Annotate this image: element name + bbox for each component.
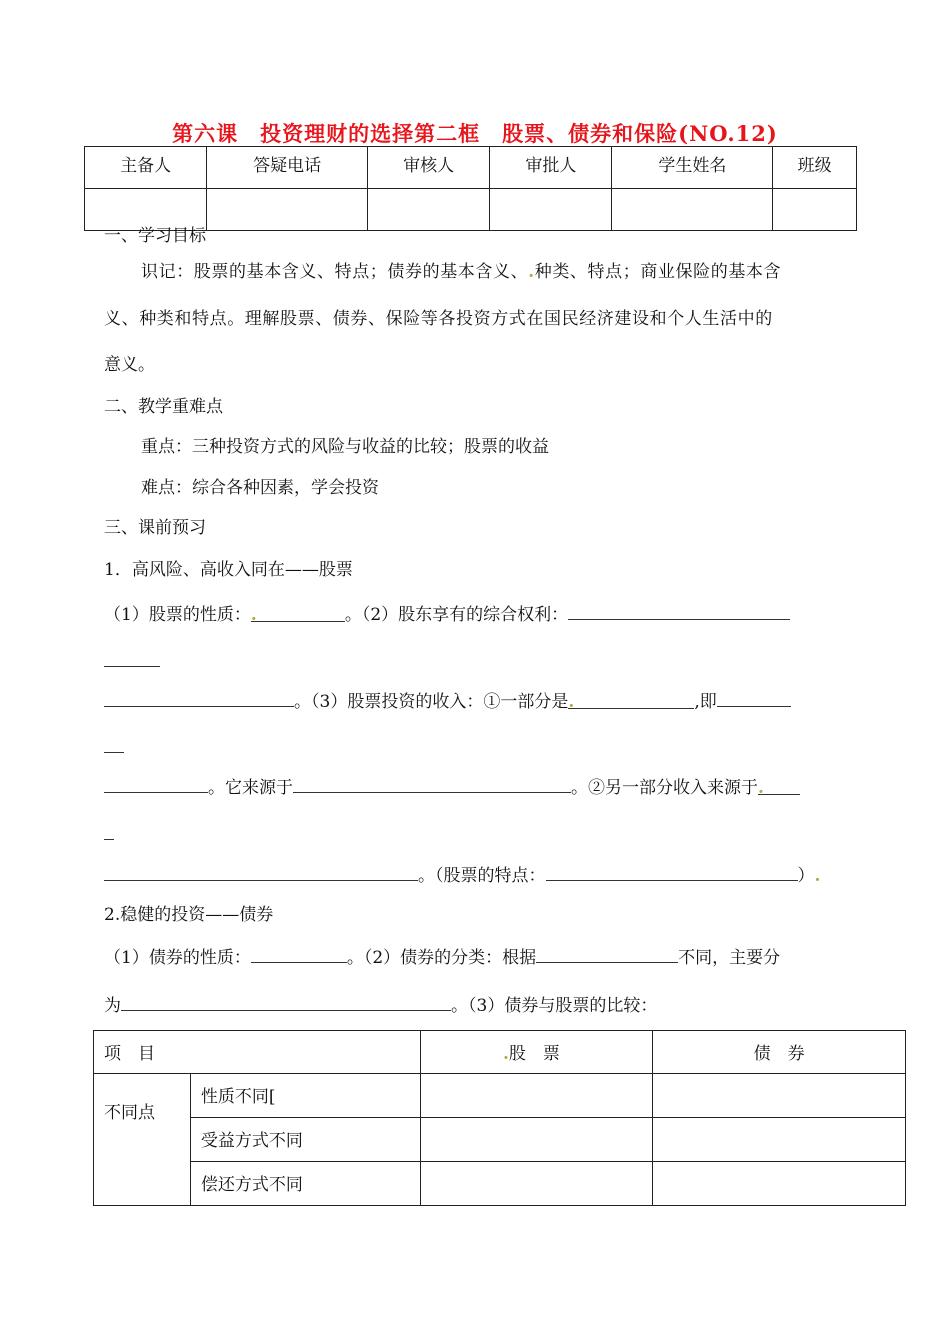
dividend-blank-cont[interactable] <box>104 736 124 753</box>
dividend-blank-2[interactable] <box>104 776 208 793</box>
info-header-preparer: 主备人 <box>85 147 207 189</box>
comparison-header-stock: .股 票 <box>420 1031 653 1074</box>
comparison-header-item: 项 目 <box>94 1031 421 1074</box>
bond-nature-blank[interactable] <box>251 946 347 963</box>
income-part-2-blank-2[interactable] <box>104 864 418 881</box>
income-part-2-blank-cont[interactable] <box>104 823 114 840</box>
info-cell-approver[interactable] <box>490 189 612 231</box>
section-1-heading: 一、学习目标 <box>104 226 206 246</box>
section-1-paragraph-line-1: 识记：股票的基本含义、特点；债券的基本含义、.种类、特点；商业保险的基本含 <box>141 262 782 282</box>
question-1-line-2-cont <box>104 736 124 758</box>
info-header-student-name: 学生姓名 <box>612 147 773 189</box>
comparison-cell-bond-income[interactable] <box>653 1118 906 1162</box>
question-2-title: 2.稳健的投资——债券 <box>104 905 274 925</box>
question-1-line-3-cont <box>104 823 114 845</box>
income-part-2-blank[interactable]: . <box>758 778 800 795</box>
question-1-line-1: （1）股票的性质：. 。（2）股东享有的综合权利： <box>104 603 790 625</box>
section-1-paragraph-line-3: 意义。 <box>104 355 155 375</box>
comparison-row-label-repayment: 偿还方式不同 <box>190 1162 420 1206</box>
info-cell-class[interactable] <box>773 189 857 231</box>
comparison-header-bond: 债 券 <box>653 1031 906 1074</box>
question-1-line-2: 。（3）股票投资的收入：①一部分是. ,即 <box>104 690 791 712</box>
bond-types-blank[interactable] <box>121 994 451 1011</box>
info-cell-reviewer[interactable] <box>367 189 489 231</box>
section-2-heading: 二、教学重难点 <box>104 397 223 417</box>
comparison-cell-stock-repayment[interactable] <box>420 1162 653 1206</box>
info-header-phone: 答疑电话 <box>207 147 368 189</box>
question-2-line-2: 为 。（3）债券与股票的比较： <box>104 996 658 1016</box>
question-2-line-1: （1）债券的性质： 。（2）债券的分类：根据 不同，主要分 <box>104 948 781 968</box>
question-1-title: 1．高风险、高收入同在——股票 <box>104 560 353 580</box>
question-1-line-1-cont <box>104 650 160 672</box>
comparison-cell-stock-income[interactable] <box>420 1118 653 1162</box>
page-title: 第六课 投资理财的选择第二框 股票、债券和保险(NO.12) <box>172 121 778 146</box>
difficult-point: 难点：综合各种因素，学会投资 <box>141 478 379 498</box>
info-table <box>84 146 857 231</box>
question-1-line-3: 。它来源于 。②另一部分收入来源于. <box>104 776 800 798</box>
income-part-1-blank[interactable]: . <box>568 692 694 709</box>
comparison-table <box>93 1030 906 1206</box>
shareholder-rights-blank[interactable] <box>568 603 790 620</box>
info-header-approver: 审批人 <box>490 147 612 189</box>
info-cell-preparer[interactable] <box>85 189 207 231</box>
section-3-heading: 三、课前预习 <box>104 518 206 538</box>
dividend-blank[interactable] <box>717 690 791 707</box>
bond-classification-basis-blank[interactable] <box>536 946 678 963</box>
comparison-differences-label: 不同点 <box>94 1074 191 1206</box>
stock-features-blank[interactable] <box>546 864 798 881</box>
section-1-paragraph-line-2: 义、种类和特点。理解股票、债券、保险等各投资方式在国民经济建设和个人生活中的 <box>104 309 773 329</box>
key-point: 重点：三种投资方式的风险与收益的比较；股票的收益 <box>141 437 549 457</box>
shareholder-rights-blank-cont[interactable] <box>104 650 160 667</box>
stock-nature-blank[interactable]: . <box>251 605 345 622</box>
comparison-row-label-nature: 性质不同[ <box>190 1074 420 1118</box>
shareholder-rights-blank-2[interactable] <box>104 690 294 707</box>
comparison-cell-stock-nature[interactable] <box>420 1074 653 1118</box>
info-cell-student-name[interactable] <box>612 189 773 231</box>
comparison-cell-bond-nature[interactable] <box>653 1074 906 1118</box>
comparison-row-label-income: 受益方式不同 <box>190 1118 420 1162</box>
comparison-cell-bond-repayment[interactable] <box>653 1162 906 1206</box>
question-1-line-4: 。（股票的特点： ）. <box>104 864 820 886</box>
info-cell-phone[interactable] <box>207 189 368 231</box>
income-source-blank[interactable] <box>293 776 571 793</box>
info-header-reviewer: 审核人 <box>367 147 489 189</box>
info-header-class: 班级 <box>773 147 857 189</box>
